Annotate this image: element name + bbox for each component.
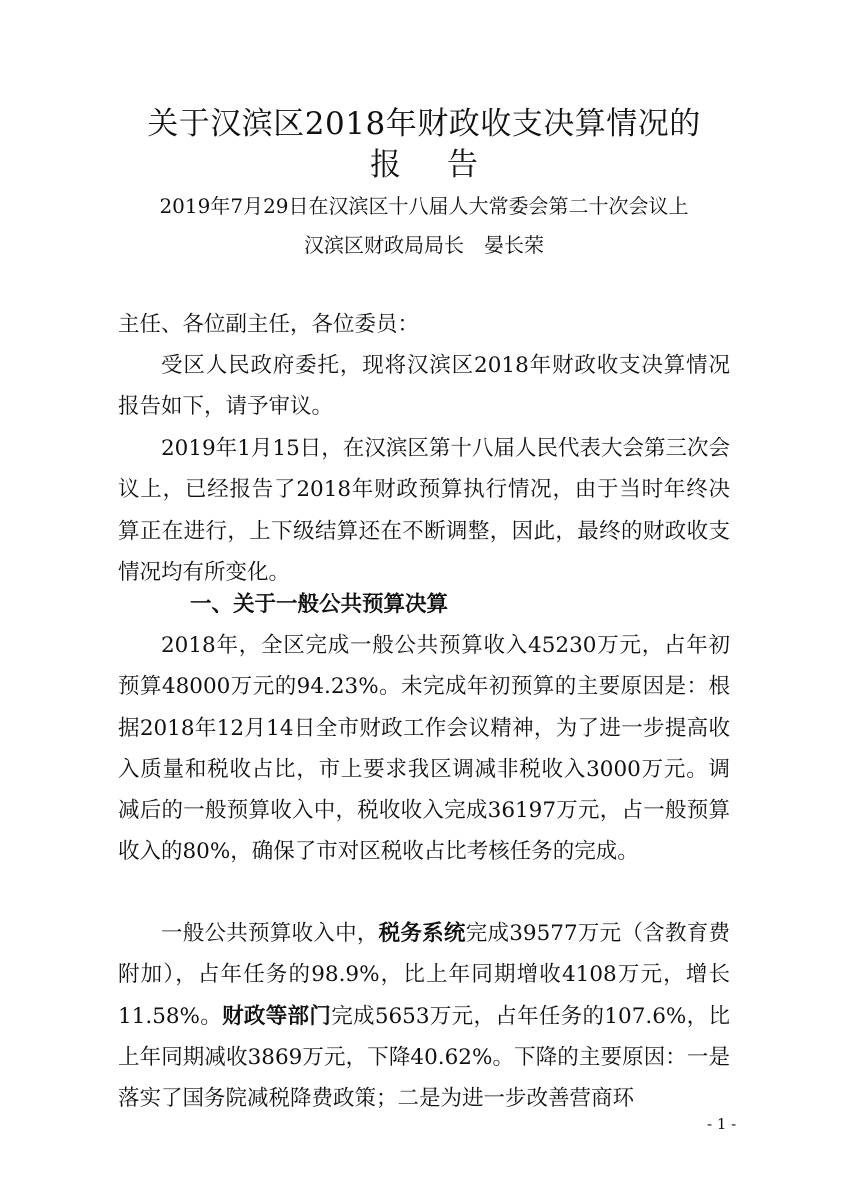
finance-departments-text: 完成5653万元，占年任务的107.6%，比上年同期减收3869万元，下降40.62%。下降的主要原因：一是落实了国务院减税降费政策；二是为进一步改善营商环 xyxy=(118,1003,730,1112)
report-title-line-1: 关于汉滨区2018年财政收支决算情况的 xyxy=(147,106,701,142)
section-heading: 一、关于一般公共预算决算 xyxy=(190,592,449,617)
page-number: - 1 - xyxy=(707,1115,737,1133)
report-title-line-2: 报告 xyxy=(370,147,524,183)
finance-departments-label: 财政等部门 xyxy=(222,1003,332,1029)
revenue-breakdown-paragraph xyxy=(118,913,730,1119)
speaker-line: 汉滨区财政局局长 晏长荣 xyxy=(304,233,544,257)
tax-system-label: 税务系统 xyxy=(378,921,466,946)
salutation: 主任、各位副主任，各位委员： xyxy=(118,312,420,337)
meeting-date-line: 2019年7月29日在汉滨区十八届人大常委会第二十次会议上 xyxy=(159,194,689,218)
tax-system-text: 完成39577万元（含教育费附加），占年任务的98.9%，比上年同期增收4108万元，增长11.58%。 xyxy=(118,921,730,1029)
intro-paragraph: 受区人民政府委托，现将汉滨区2018年财政收支决算情况报告如下，请予审议。 xyxy=(118,353,730,420)
breakdown-lead-text: 一般公共预算收入中， xyxy=(161,921,379,946)
background-paragraph: 2019年1月15日，在汉滨区第十八届人民代表大会第三次会议上，已经报告了2018年财政预算执行情况，由于当时年终决算正在进行，上下级结算还在不断调整，因此，最终的财政收支情况均有所变化。 xyxy=(118,436,730,585)
revenue-paragraph: 2018年，全区完成一般公共预算收入45230万元，占年初预算48000万元的94.23%。未完成年初预算的主要原因是：根据2018年12月14日全市财政工作会议精神，为了进一步提高收入质量和税收占比，市上要求我区调减非税收入3000万元。调减后的一般预算收入中，税收收入完成36197万元，占一般预算收入的80%，确保了市对区税收占比考核任务的完成。 xyxy=(118,633,730,865)
